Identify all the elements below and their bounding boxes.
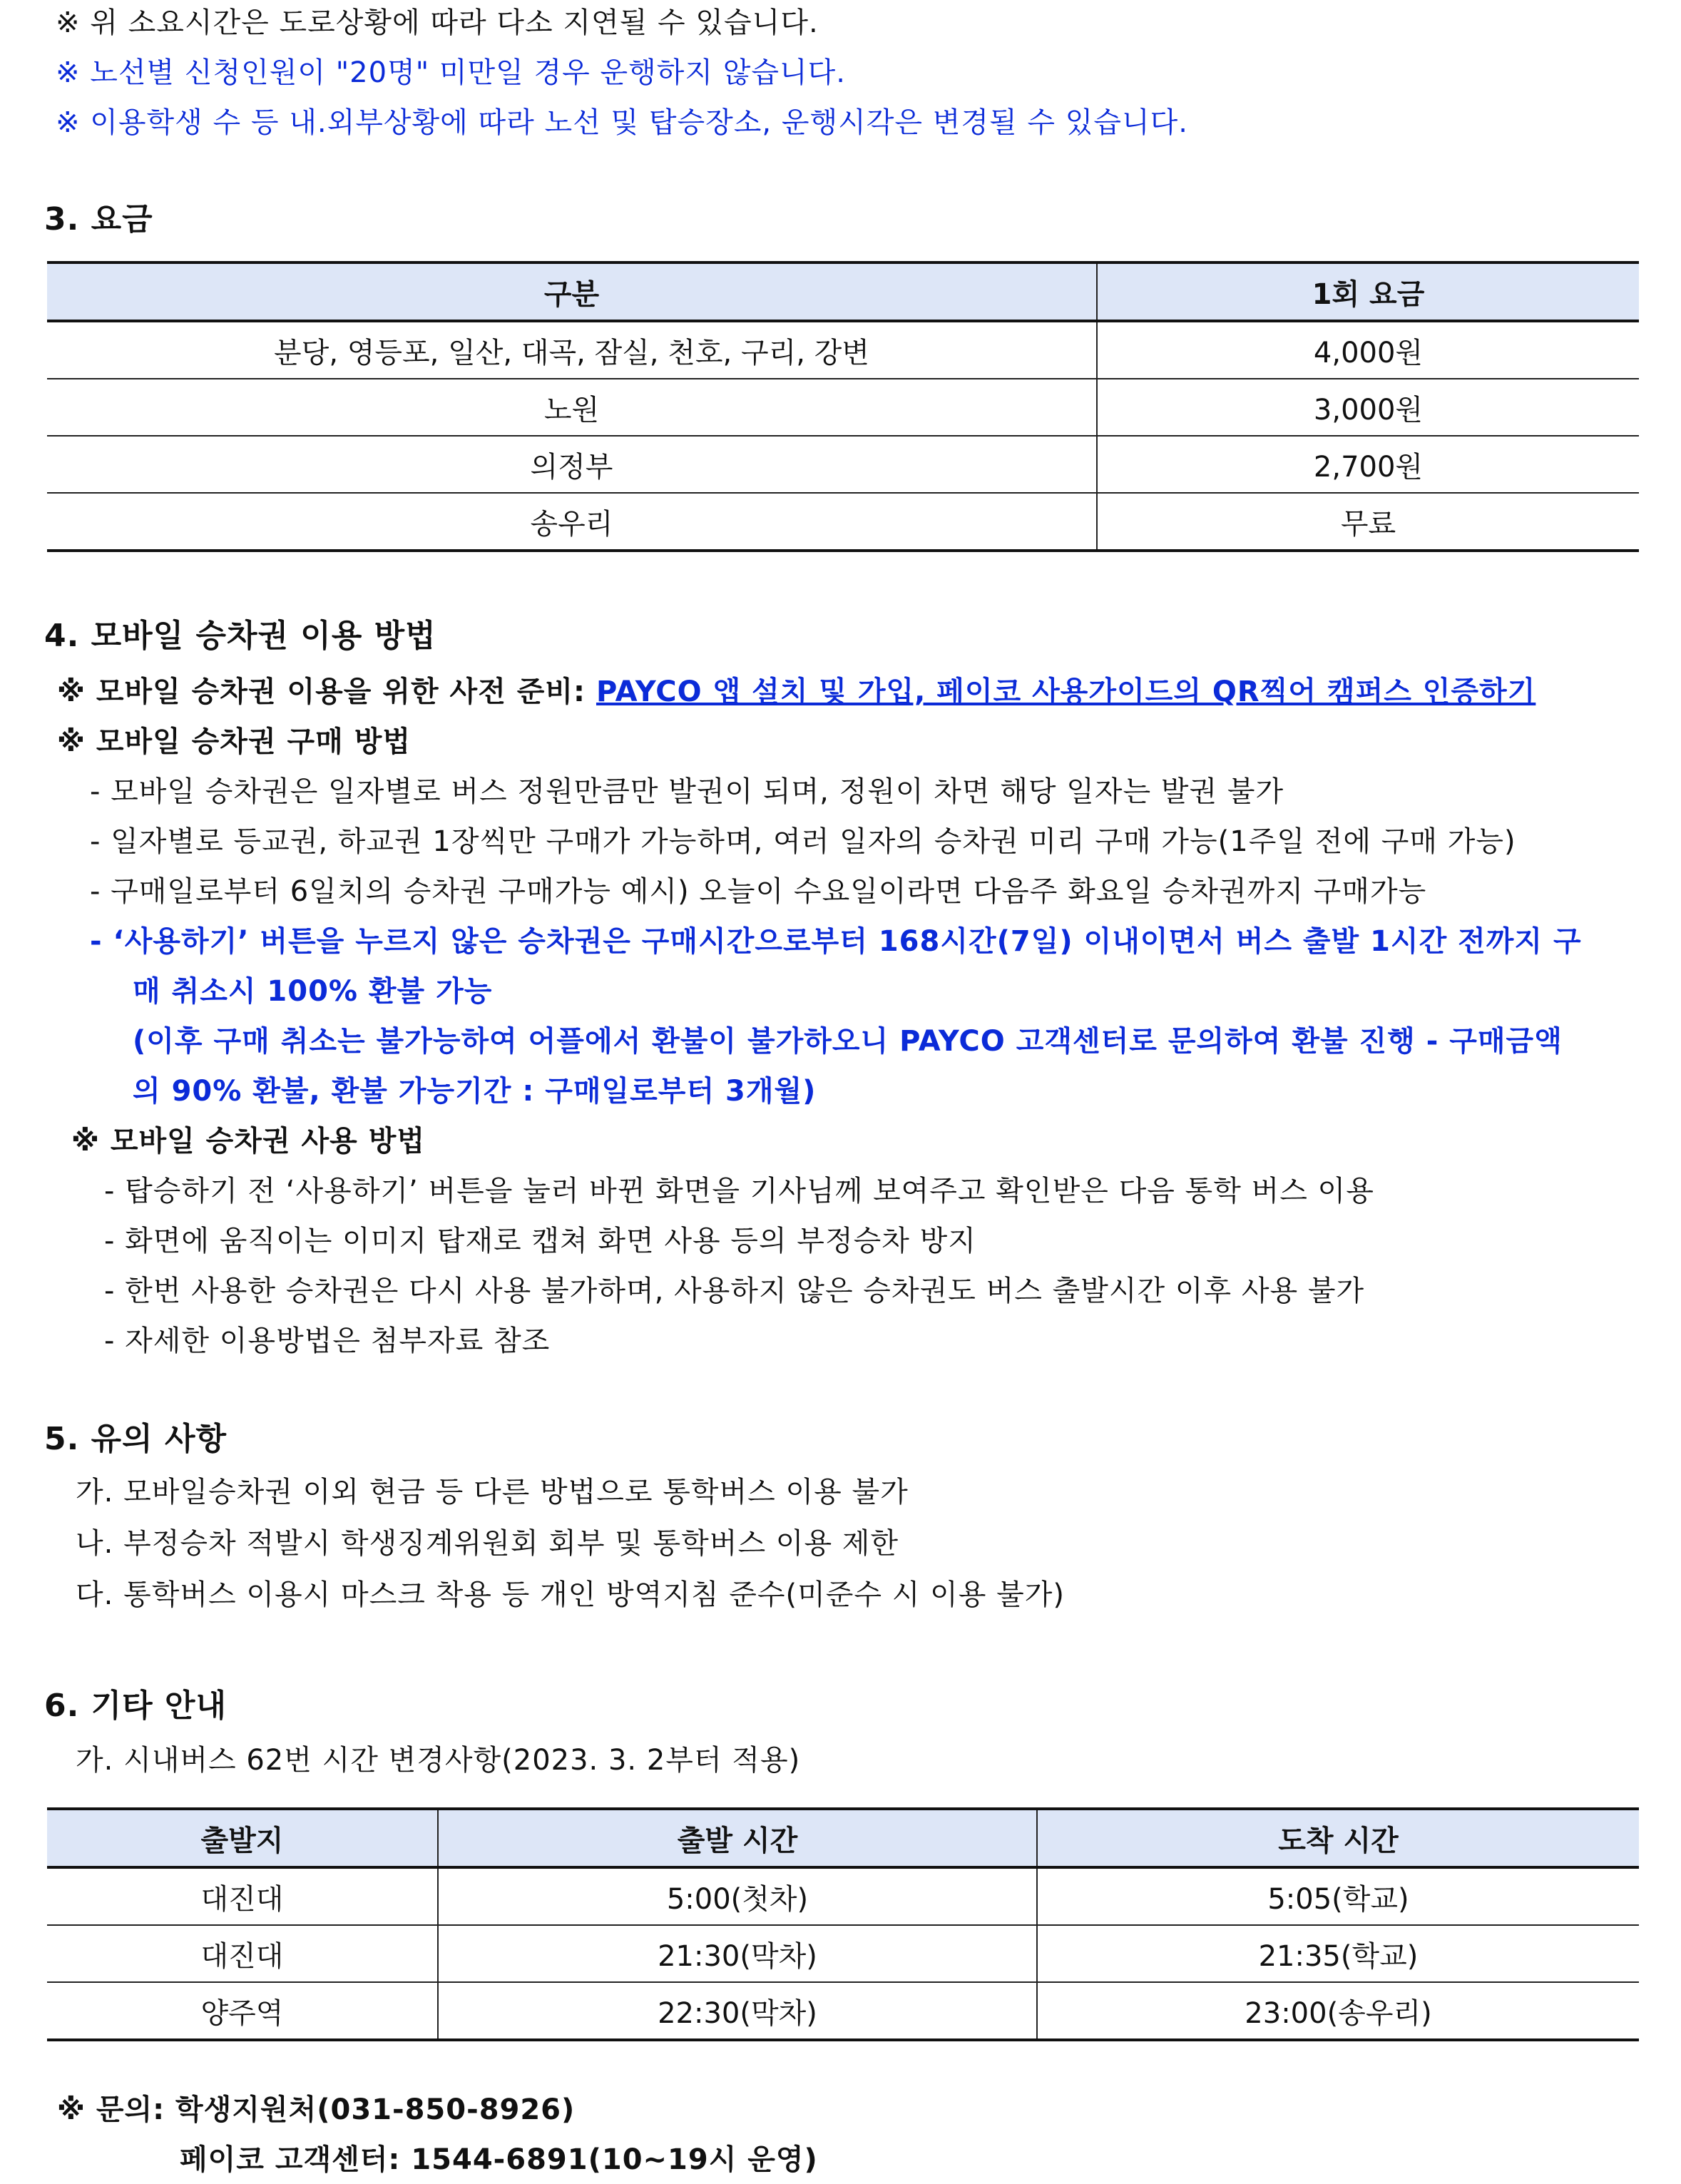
list-item: 나. 부정승차 적발시 학생징계위원회 회부 및 통학버스 이용 제한 bbox=[76, 1527, 899, 1560]
bus-col-departure-place: 출발지 bbox=[47, 1809, 438, 1867]
fare-price: 2,700원 bbox=[1097, 436, 1639, 493]
fare-table bbox=[47, 261, 1639, 552]
fare-table-header bbox=[47, 262, 1639, 321]
table-row bbox=[47, 1867, 1639, 1925]
bus-time-table bbox=[47, 1807, 1639, 2041]
bus-departure-place: 대진대 bbox=[47, 1925, 438, 1982]
contact-line-1: ※ 문의: 학생지원처(031-850-8926) bbox=[57, 2093, 576, 2126]
bus-col-departure-time: 출발 시간 bbox=[438, 1809, 1037, 1867]
fare-price: 무료 bbox=[1097, 493, 1639, 551]
fare-category: 분당, 영등포, 일산, 대곡, 잠실, 천호, 구리, 강변 bbox=[47, 321, 1097, 379]
caution-heading: 5. 유의 사항 bbox=[44, 1421, 227, 1457]
bus-arrival-time: 21:35(학교) bbox=[1037, 1925, 1639, 1982]
fare-category: 의정부 bbox=[47, 436, 1097, 493]
bus-departure-time: 22:30(막차) bbox=[438, 1982, 1037, 2040]
bus-arrival-time: 5:05(학교) bbox=[1037, 1867, 1639, 1925]
bus-col-arrival-time: 도착 시간 bbox=[1037, 1809, 1639, 1867]
fare-col-price: 1회 요금 bbox=[1097, 262, 1639, 321]
use-heading: ※ 모바일 승차권 사용 방법 bbox=[71, 1125, 425, 1158]
mobile-prep-link[interactable]: PAYCO 앱 설치 및 가입, 페이코 사용가이드의 QR찍어 캠퍼스 인증하기 bbox=[596, 675, 1536, 708]
list-item: - 모바일 승차권은 일자별로 버스 정원만큼만 발권이 되며, 정원이 차면 해당 일자는 발권 불가 bbox=[90, 775, 1284, 808]
table-row bbox=[47, 1925, 1639, 1982]
fare-col-category: 구분 bbox=[47, 262, 1097, 321]
note-delay: ※ 위 소요시간은 도로상황에 따라 다소 지연될 수 있습니다. bbox=[56, 6, 819, 39]
other-heading: 6. 기타 안내 bbox=[44, 1688, 227, 1724]
table-row bbox=[47, 493, 1639, 551]
bus-change-subtitle: 가. 시내버스 62번 시간 변경사항(2023. 3. 2부터 적용) bbox=[76, 1744, 801, 1777]
note-min-passengers: ※ 노선별 신청인원이 "20명" 미만일 경우 운행하지 않습니다. bbox=[56, 56, 847, 89]
table-row bbox=[47, 436, 1639, 493]
list-item: - 구매일로부터 6일치의 승차권 구매가능 예시) 오늘이 수요일이라면 다음주 화요일 승차권까지 구매가능 bbox=[90, 875, 1427, 908]
list-item: - 한번 사용한 승차권은 다시 사용 불가하며, 사용하지 않은 승차권도 버스 출발시간 이후 사용 불가 bbox=[104, 1275, 1365, 1307]
table-row bbox=[47, 1982, 1639, 2040]
table-row bbox=[47, 379, 1639, 436]
fare-category: 노원 bbox=[47, 379, 1097, 436]
list-item: - 화면에 움직이는 이미지 탑재로 캡쳐 화면 사용 등의 부정승차 방지 bbox=[104, 1225, 976, 1257]
refund-line-3: (이후 구매 취소는 불가능하여 어플에서 환불이 불가하오니 PAYCO 고객센터로 문의하여 환불 진행 - 구매금액 bbox=[133, 1025, 1563, 1058]
note-route-change: ※ 이용학생 수 등 내.외부상황에 따라 노선 및 탑승장소, 운행시각은 변경될 수 있습니다. bbox=[56, 106, 1188, 139]
list-item: - 일자별로 등교권, 하교권 1장씩만 구매가 가능하며, 여러 일자의 승차권 미리 구매 가능(1주일 전에 구매 가능) bbox=[90, 825, 1516, 858]
list-item: 다. 통학버스 이용시 마스크 착용 등 개인 방역지침 준수(미준수 시 이용 불가) bbox=[76, 1578, 1065, 1611]
bus-departure-time: 21:30(막차) bbox=[438, 1925, 1037, 1982]
contact-line-2: 페이코 고객센터: 1544-6891(10~19시 운영) bbox=[180, 2143, 818, 2176]
mobile-prep-line bbox=[57, 673, 1681, 710]
mobile-prep-label: ※ 모바일 승차권 이용을 위한 사전 준비: bbox=[57, 675, 596, 708]
list-item: 가. 모바일승차권 이외 현금 등 다른 방법으로 통학버스 이용 불가 bbox=[76, 1476, 909, 1509]
refund-line-1: - ‘사용하기’ 버튼을 누르지 않은 승차권은 구매시간으로부터 168시간(7일) 이내이면서 버스 출발 1시간 전까지 구 bbox=[90, 925, 1582, 958]
list-item: - 자세한 이용방법은 첨부자료 참조 bbox=[104, 1325, 551, 1357]
list-item: - 탑승하기 전 ‘사용하기’ 버튼을 눌러 바뀐 화면을 기사님께 보여주고 확인받은 다음 통학 버스 이용 bbox=[104, 1175, 1374, 1208]
bus-departure-place: 양주역 bbox=[47, 1982, 438, 2040]
bus-table-header bbox=[47, 1809, 1639, 1867]
refund-line-4: 의 90% 환불, 환불 가능기간 : 구매일로부터 3개월) bbox=[133, 1075, 817, 1108]
bus-departure-time: 5:00(첫차) bbox=[438, 1867, 1037, 1925]
refund-line-2: 매 취소시 100% 환불 가능 bbox=[133, 975, 493, 1008]
bus-departure-place: 대진대 bbox=[47, 1867, 438, 1925]
fare-price: 4,000원 bbox=[1097, 321, 1639, 379]
purchase-heading: ※ 모바일 승차권 구매 방법 bbox=[57, 725, 411, 758]
mobile-heading: 4. 모바일 승차권 이용 방법 bbox=[44, 618, 436, 654]
fare-heading: 3. 요금 bbox=[44, 201, 153, 238]
bus-arrival-time: 23:00(송우리) bbox=[1037, 1982, 1639, 2040]
fare-category: 송우리 bbox=[47, 493, 1097, 551]
table-row bbox=[47, 321, 1639, 379]
fare-price: 3,000원 bbox=[1097, 379, 1639, 436]
